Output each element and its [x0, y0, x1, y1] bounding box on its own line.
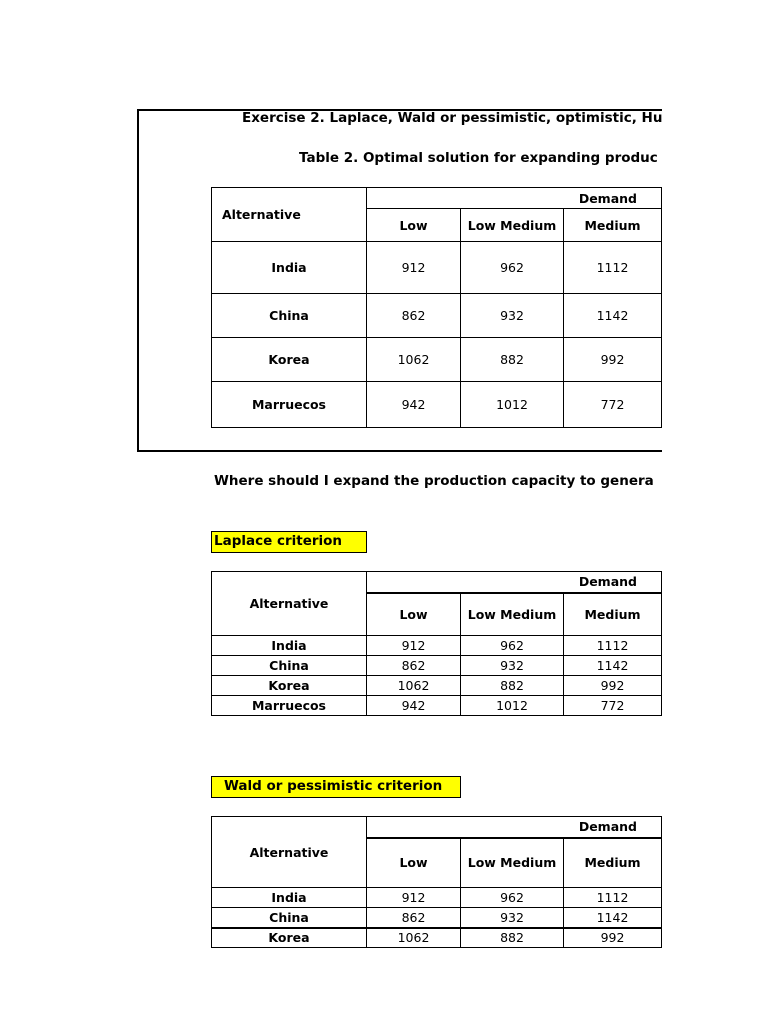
alternative-name: China: [212, 908, 367, 928]
alternative-name: China: [212, 294, 367, 338]
demand-header: Demand: [367, 817, 662, 838]
alternative-name: Korea: [212, 338, 367, 382]
low-value: 942: [367, 382, 461, 428]
laplace-table: [211, 571, 662, 716]
alternative-header: Alternative: [212, 572, 367, 636]
table-row: [212, 928, 662, 948]
demand-header: Demand: [367, 572, 662, 593]
medium-value: 1142: [564, 656, 662, 676]
alternative-name: India: [212, 242, 367, 294]
table-row: [212, 908, 662, 928]
low-value: 942: [367, 696, 461, 716]
low-header: Low: [367, 593, 461, 636]
low-medium-value: 882: [461, 338, 564, 382]
table-row: [212, 636, 662, 656]
alternative-name: Marruecos: [212, 696, 367, 716]
medium-header: Medium: [564, 593, 662, 636]
table-row: [212, 696, 662, 716]
medium-value: 992: [564, 928, 662, 948]
low-value: 1062: [367, 676, 461, 696]
low-value: 912: [367, 636, 461, 656]
medium-value: 1142: [564, 294, 662, 338]
medium-value: 1112: [564, 636, 662, 656]
table-row: [212, 656, 662, 676]
low-medium-value: 1012: [461, 696, 564, 716]
low-medium-value: 962: [461, 636, 564, 656]
table-row: [212, 382, 662, 428]
medium-value: 1112: [564, 888, 662, 908]
table-row: [212, 676, 662, 696]
medium-header: Medium: [564, 209, 662, 242]
low-medium-value: 1012: [461, 382, 564, 428]
low-medium-header: Low Medium: [461, 209, 564, 242]
wald-table: [211, 816, 662, 948]
exercise-title: Exercise 2. Laplace, Wald or pessimistic, optimistic, Hu: [242, 110, 662, 126]
low-medium-value: 932: [461, 908, 564, 928]
low-medium-value: 932: [461, 656, 564, 676]
alternative-header: Alternative: [212, 188, 367, 242]
low-value: 912: [367, 242, 461, 294]
table-row: [212, 338, 662, 382]
alternatives-table: [211, 187, 662, 428]
low-value: 862: [367, 294, 461, 338]
alternative-name: Marruecos: [212, 382, 367, 428]
low-medium-value: 962: [461, 242, 564, 294]
low-medium-value: 962: [461, 888, 564, 908]
low-value: 862: [367, 656, 461, 676]
low-value: 1062: [367, 338, 461, 382]
alternative-name: China: [212, 656, 367, 676]
demand-header: Demand: [367, 188, 662, 209]
low-value: 862: [367, 908, 461, 928]
medium-header: Medium: [564, 838, 662, 888]
medium-value: 992: [564, 338, 662, 382]
low-medium-value: 882: [461, 928, 564, 948]
alternative-name: India: [212, 888, 367, 908]
medium-value: 772: [564, 382, 662, 428]
low-header: Low: [367, 838, 461, 888]
table-title: Table 2. Optimal solution for expanding produc: [299, 150, 658, 166]
table-row: [212, 888, 662, 908]
alternative-header: Alternative: [212, 817, 367, 888]
low-value: 912: [367, 888, 461, 908]
alternative-name: Korea: [212, 928, 367, 948]
laplace-criterion-label: Laplace criterion: [211, 531, 367, 553]
medium-value: 1112: [564, 242, 662, 294]
alternative-name: India: [212, 636, 367, 656]
alternative-name: Korea: [212, 676, 367, 696]
low-medium-header: Low Medium: [461, 593, 564, 636]
medium-value: 772: [564, 696, 662, 716]
low-medium-value: 932: [461, 294, 564, 338]
question-text: Where should I expand the production capacity to genera: [214, 473, 654, 489]
low-value: 1062: [367, 928, 461, 948]
table-row: [212, 294, 662, 338]
low-medium-header: Low Medium: [461, 838, 564, 888]
low-medium-value: 882: [461, 676, 564, 696]
medium-value: 1142: [564, 908, 662, 928]
wald-criterion-label: Wald or pessimistic criterion: [211, 776, 461, 798]
low-header: Low: [367, 209, 461, 242]
table-row: [212, 242, 662, 294]
medium-value: 992: [564, 676, 662, 696]
